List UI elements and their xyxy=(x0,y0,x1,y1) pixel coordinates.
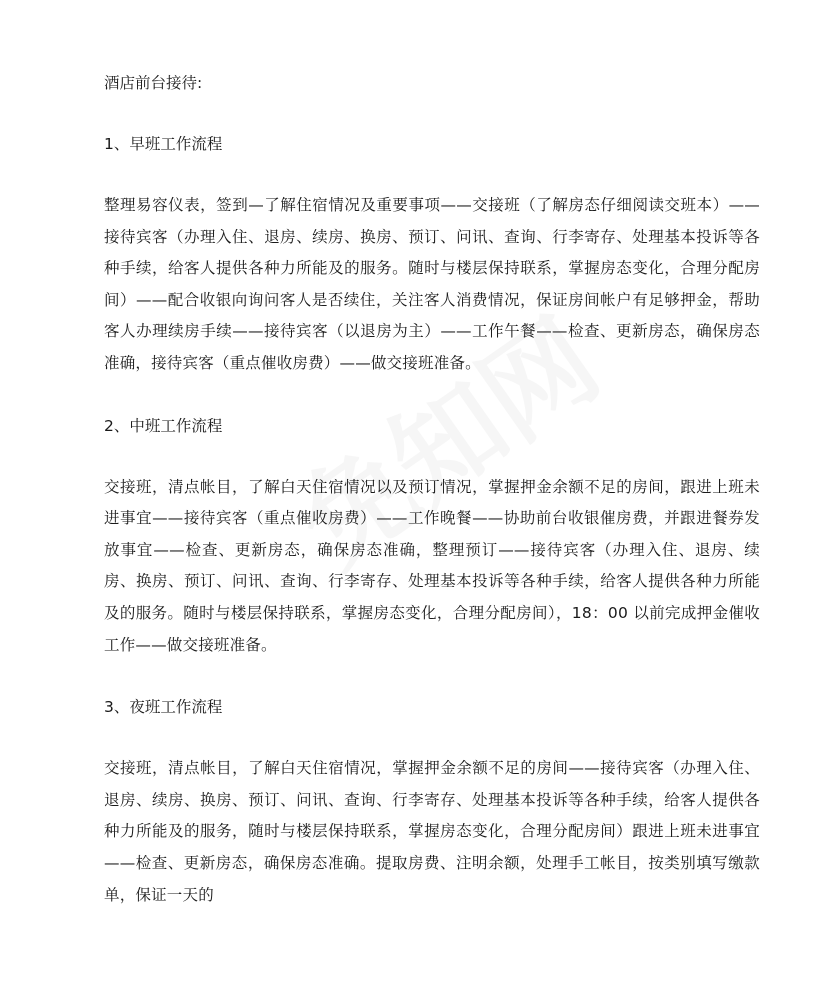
section-body-night: 交接班，清点帐目，了解白天住宿情况，掌握押金余额不足的房间——接待宾客（办理入住、退房、续房、换房、预订、问讯、查询、行李寄存、处理基本投诉等各种手续，给客人提供各种力所能及的服务，随时与楼层保持联系，掌握房态变化，合理分配房间）跟进上班未进事宜——检查、更新房态，确保房态准确。提取房费、注明余额，处理手工帐目，按类别填写缴款单，保证一天的 xyxy=(104,759,760,904)
document-title: 酒店前台接待: xyxy=(104,74,203,92)
section-heading-morning: 1、早班工作流程 xyxy=(104,135,223,153)
section-heading-night: 3、夜班工作流程 xyxy=(104,698,223,717)
section-body-middle: 交接班，清点帐目，了解白天住宿情况以及预订情况，掌握押金余额不足的房间，跟进上班未进事宜——接待宾客（重点催收房费）——工作晚餐——协助前台收银催房费，并跟进餐券发放事宜——检查、更新房态，确保房态准确，整理预订——接待宾客（办理入住、退房、续房、换房、预订、问讯、查询、行李寄存、处理基本投诉等各种手续，给客人提供各种力所能及的服务。随时与楼层保持联系，掌握房态变化，合理分配房间），18：00 以前完成押金催收工作——做交接班准备。 xyxy=(104,477,760,654)
document-content xyxy=(104,68,760,942)
section-heading-middle: 2、中班工作流程 xyxy=(104,416,223,435)
section-body-morning: 整理易容仪表，签到—了解住宿情况及重要事项——交接班（了解房态仔细阅读交班本）——接待宾客（办理入住、退房、续房、换房、预订、问讯、查询、行李寄存、处理基本投诉等各种手续，给客人提供各种力所能及的服务。随时与楼层保持联系，掌握房态变化，合理分配房间）——配合收银向询问客人是否续住，关注客人消费情况，保证房间帐户有足够押金，帮助客人办理续房手续——接待宾客（以退房为主）——工作午餐——检查、更新房态，确保房态准确，接待宾客（重点催收房费）——做交接班准备。 xyxy=(104,196,760,372)
